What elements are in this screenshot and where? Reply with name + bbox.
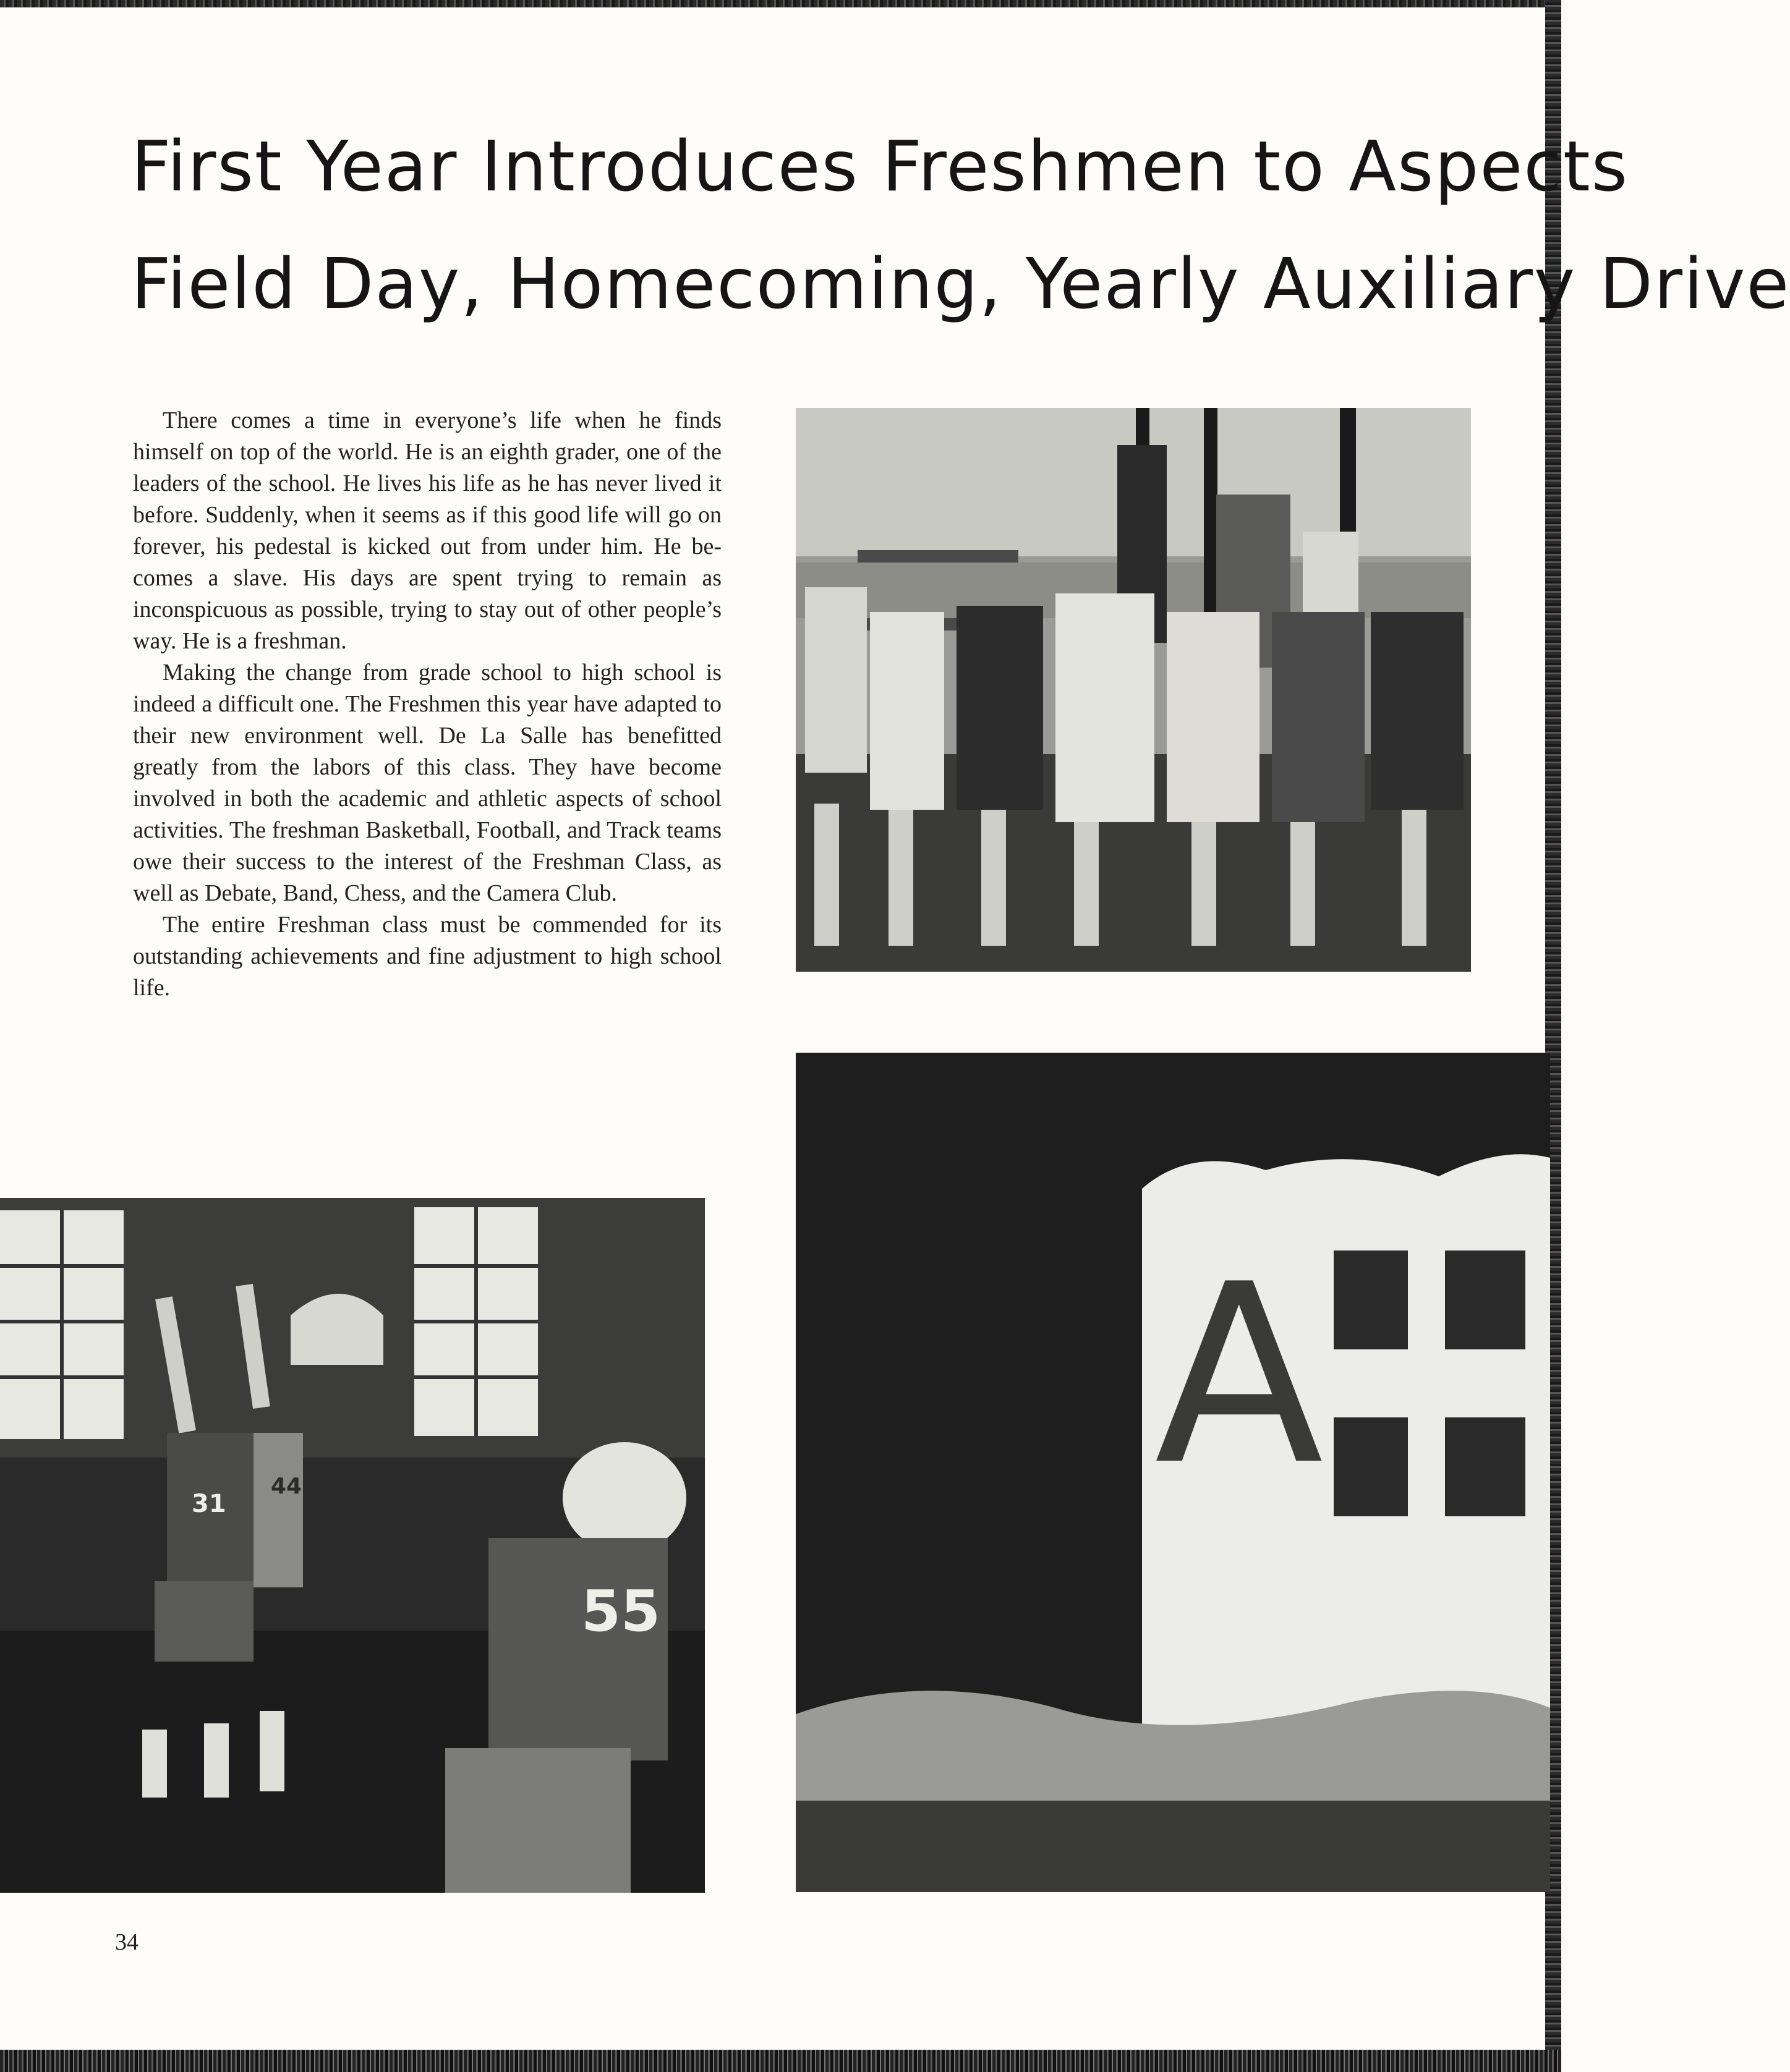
jersey-number-55: 55 [581, 1578, 661, 1644]
jersey-number-44: 44 [271, 1474, 302, 1499]
headline-line-1: First Year Introduces Freshmen to Aspects [131, 127, 1629, 207]
float-letter-a: A [1154, 1232, 1324, 1519]
article-paragraph-3: The entire Freshman class must be commended for its outstanding achievements and fine adjustment to high school life. [133, 912, 722, 1001]
article-paragraph-2: Making the change from grade school to high school is indeed a difficult one. The Freshmen this year have adapted to their new environment well. De La Salle has benefitted greatly from the labors of this class. They have become involved in both the academic and athletic aspects of school activities. The freshman Basketball, Football, and Track teams owe their success to the interest of the Freshman Class, as well as Debate, Band, Chess, and the Camera Club. [133, 660, 722, 906]
scan-edge-top [0, 0, 1561, 7]
homecoming-float-photo [796, 1053, 1550, 1892]
basketball-photo [0, 1198, 705, 1893]
field-day-photo [796, 408, 1471, 972]
article-body [133, 405, 722, 1004]
scan-edge-bottom [0, 2050, 1561, 2072]
jersey-number-31: 31 [192, 1490, 226, 1518]
page-number: 34 [115, 1929, 139, 1955]
headline-line-2: Field Day, Homecoming, Yearly Auxiliary Drive [131, 244, 1790, 325]
article-paragraph-1: There comes a time in everyone’s life when he finds himself on top of the world. He is an eighth grader, one of the leaders of the school. He lives his life as he has never lived it before. Suddenly, when it seems as if this good life will go on forever, his pedestal is kicked out from under him. He becomes a slave. His days are spent trying to remain as inconspicuous as possible, trying to stay out of other people’s way. He is a freshman. [133, 407, 722, 654]
